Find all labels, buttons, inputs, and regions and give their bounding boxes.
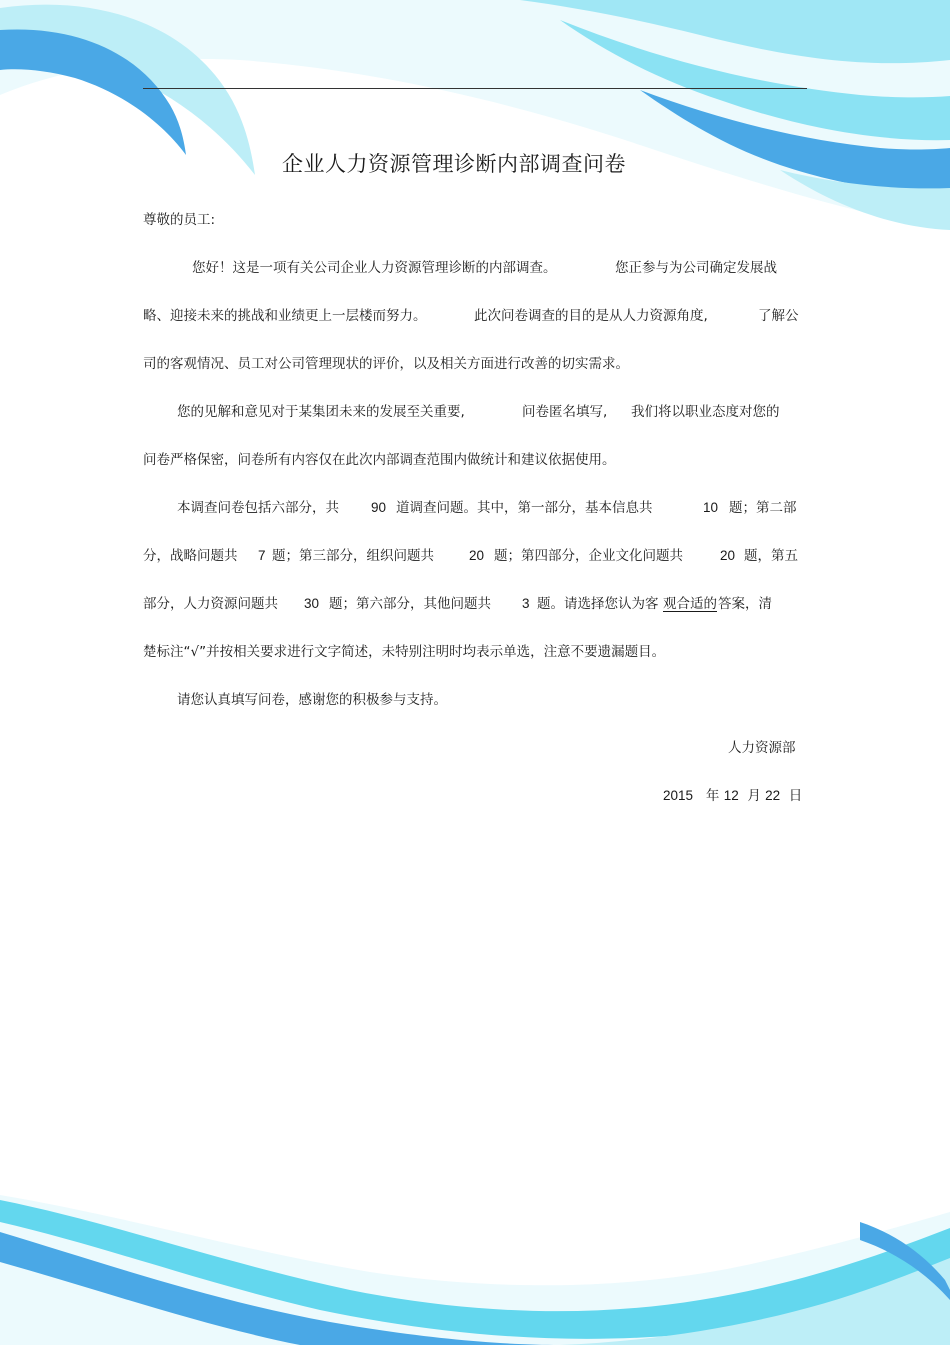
paragraph-1-line-2a: 略、迎接未来的挑战和业绩更上一层楼而努力。: [143, 308, 427, 324]
paragraph-1-line-2b: 此次问卷调查的目的是从人力资源角度,: [474, 308, 708, 324]
paragraph-3-line-1d: 10: [703, 500, 719, 515]
document-date: [663, 786, 802, 806]
paragraph-3-line-2d: 20: [469, 548, 485, 563]
date-month-unit: 月: [747, 788, 761, 804]
paragraph-2-line-1b: 问卷匿名填写,: [522, 404, 608, 420]
paragraph-3-line-3c: 题；第六部分，其他问题共: [329, 596, 491, 612]
paragraph-3-line-4: 楚标注“√”并按相关要求进行文字简述，未特别注明时均表示单选，注意不要遗漏题目。: [143, 644, 666, 660]
signature-department: 人力资源部: [728, 740, 796, 756]
paragraph-3-line-1a: 本调查问卷包括六部分，共: [177, 500, 339, 516]
paragraph-3-line-1b: 90: [371, 500, 387, 515]
paragraph-3-line-2a: 分，战略问题共: [143, 548, 238, 564]
header-rule: [143, 88, 807, 89]
paragraph-2-line-1a: 您的见解和意见对于某集团未来的发展至关重要,: [177, 404, 465, 420]
paragraph-3-line-1c: 道调查问题。其中，第一部分，基本信息共: [396, 500, 653, 516]
paragraph-1-line-3: 司的客观情况、员工对公司管理现状的评价，以及相关方面进行改善的切实需求。: [143, 356, 629, 372]
paragraph-1-line-2c: 了解公: [758, 308, 799, 324]
paragraph-2-line-2: 问卷严格保密，问卷所有内容仅在此次内部调查范围内做统计和建议依据使用。: [143, 452, 616, 468]
paragraph-3-line-3e: 题。请选择您认为客: [537, 596, 659, 612]
date-day-unit: 日: [788, 788, 803, 804]
date-year-unit: 年: [705, 788, 720, 804]
date-month: 12: [723, 788, 739, 803]
date-year: 2015: [663, 788, 694, 803]
paragraph-3-line-3f: 观合适的: [663, 596, 717, 612]
date-day: 22: [765, 788, 781, 803]
paragraph-3-line-3b: 30: [304, 596, 320, 611]
salutation: 尊敬的员工:: [143, 212, 216, 228]
paragraph-3-line-2c: 题；第三部分，组织问题共: [272, 548, 434, 564]
paragraph-3-line-2b: 7: [258, 548, 266, 563]
paragraph-3-line-2e: 题；第四部分，企业文化问题共: [494, 548, 683, 564]
paragraph-3-line-3d: 3: [522, 596, 530, 611]
paragraph-3-line-2f: 20: [720, 548, 736, 563]
paragraph-3-line-3g: 答案，清: [718, 596, 772, 612]
paragraph-2-line-1c: 我们将以职业态度对您的: [631, 404, 780, 420]
paragraph-4: 请您认真填写问卷，感谢您的积极参与支持。: [177, 692, 447, 708]
paragraph-3-line-3a: 部分，人力资源问题共: [143, 596, 278, 612]
paragraph-1-line-1a: 您好！这是一项有关公司企业人力资源管理诊断的内部调查。: [192, 260, 557, 276]
paragraph-1-line-1b: 您正参与为公司确定发展战: [615, 260, 777, 276]
paragraph-3-line-1e: 题；第二部: [729, 500, 797, 516]
document-title: 企业人力资源管理诊断内部调查问卷: [282, 152, 626, 176]
paragraph-3-line-2g: 题，第五: [744, 548, 798, 564]
